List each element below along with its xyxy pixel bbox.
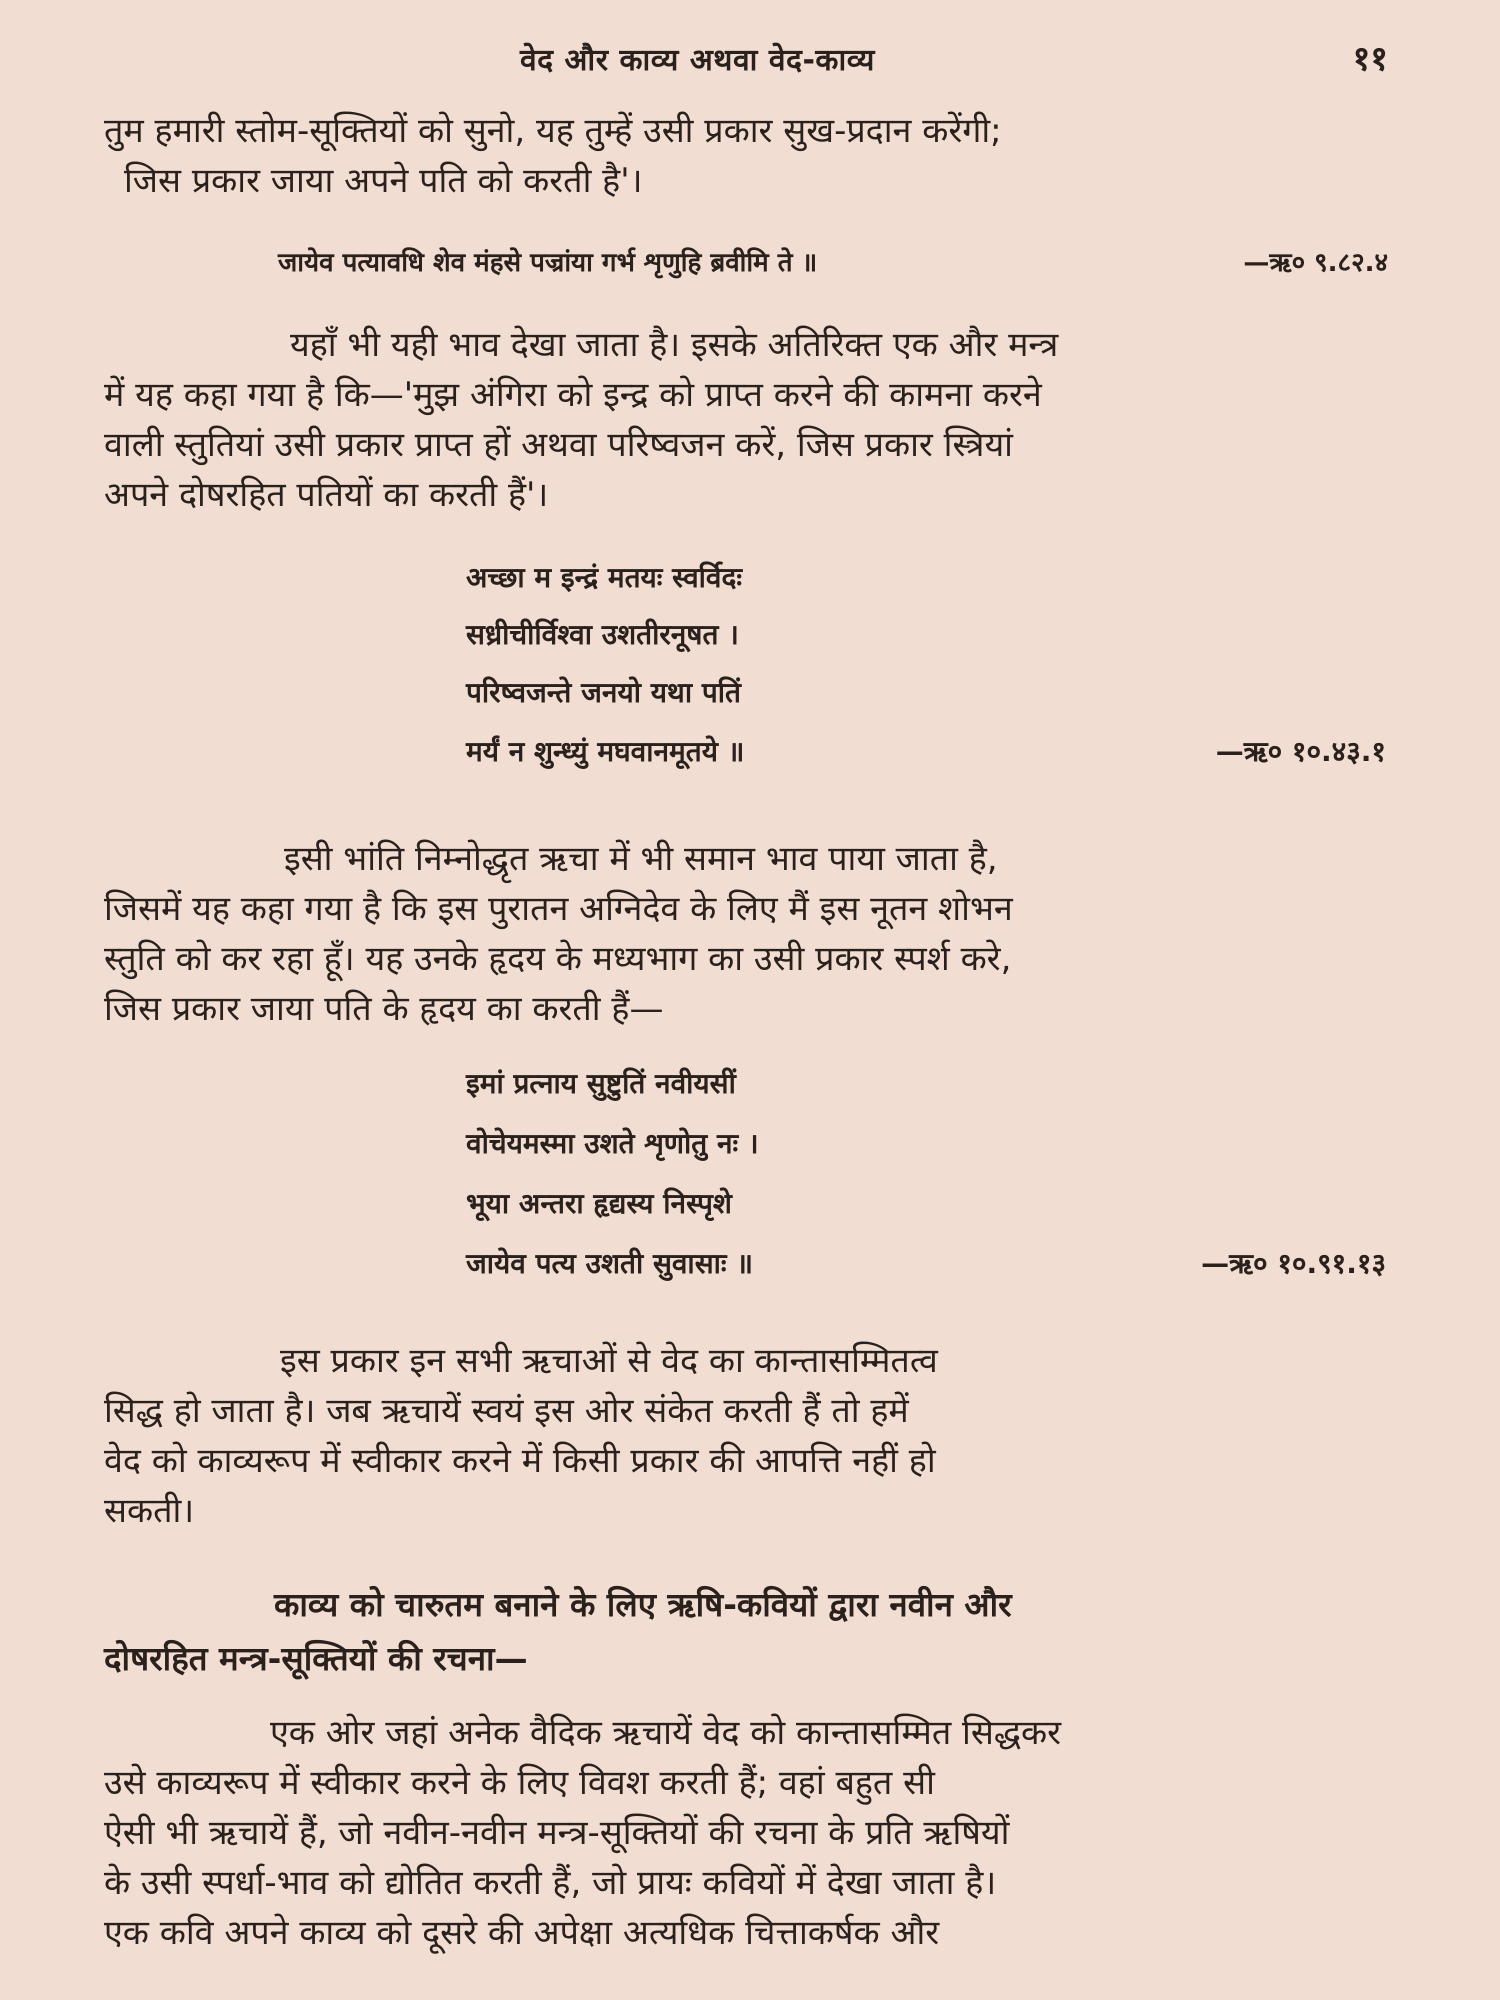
verse-reference: —ऋ० ९.८२.४ bbox=[1243, 248, 1388, 278]
text-line: उसे काव्यरूप में स्वीकार करने के लिए विवश करती हैं; वहां बहुत सी bbox=[104, 1763, 935, 1803]
verse-line: परिष्वजन्ते जनयो यथा पतिं bbox=[466, 676, 741, 709]
heading-line: काव्य को चारुतम बनाने के लिए ऋषि-कवियों द्वारा नवीन और bbox=[274, 1585, 1012, 1624]
verse-line: मर्यं न शुन्ध्युं मघवानमूतये ॥ bbox=[466, 735, 745, 768]
section-heading bbox=[104, 1578, 1394, 1686]
paragraph-5 bbox=[104, 1708, 1394, 1958]
paragraph-4 bbox=[104, 1336, 1394, 1536]
page-number: ११ bbox=[1352, 39, 1388, 79]
text-line: सकती। bbox=[104, 1491, 195, 1531]
verse-1 bbox=[278, 243, 1388, 279]
paragraph-1 bbox=[104, 106, 1394, 206]
text-line: के उसी स्पर्धा-भाव को द्योतित करती हैं, जो प्रायः कवियों में देखा जाता है। bbox=[104, 1863, 997, 1903]
text-line: में यह कहा गया है कि—'मुझ अंगिरा को इन्द्र को प्राप्त करने की कामना करने bbox=[104, 375, 1042, 415]
text-line: इसी भांति निम्नोद्धृत ऋचा में भी समान भाव पाया जाता है, bbox=[284, 839, 998, 879]
paragraph-2 bbox=[104, 320, 1394, 520]
verse-reference: —ऋ० १०.९१.१३ bbox=[1201, 1247, 1386, 1280]
heading-line: दोषरहित मन्त्र-सूक्तियों की रचना— bbox=[104, 1639, 528, 1678]
text-line: एक ओर जहां अनेक वैदिक ऋचायें वेद को कान्तासम्मित सिद्धकर bbox=[270, 1713, 1062, 1753]
text-line: जिस प्रकार जाया पति के हृदय का करती हैं— bbox=[104, 989, 664, 1029]
text-line: यहाँ भी यही भाव देखा जाता है। इसके अतिरिक्त एक और मन्त्र bbox=[290, 325, 1059, 365]
verse-reference: —ऋ० १०.४३.१ bbox=[1215, 735, 1386, 768]
text-line: ऐसी भी ऋचायें हैं, जो नवीन-नवीन मन्त्र-सूक्तियों की रचना के प्रति ऋषियों bbox=[104, 1813, 1010, 1853]
verse-text: जायेव पत्यावधि शेव मंहसे पज्रांया गर्भ शृणुहि ब्रवीमि ते ॥ bbox=[278, 248, 818, 278]
text-line: स्तुति को कर रहा हूँ। यह उनके हृदय के मध्यभाग का उसी प्रकार स्पर्श करे, bbox=[104, 939, 1012, 979]
verse-2 bbox=[466, 558, 1386, 788]
text-line: एक कवि अपने काव्य को दूसरे की अपेक्षा अत्यधिक चित्ताकर्षक और bbox=[104, 1913, 940, 1953]
text-line: वाली स्तुतियां उसी प्रकार प्राप्त हों अथवा परिष्वजन करें, जिस प्रकार स्त्रियां bbox=[104, 425, 1013, 465]
paragraph-3 bbox=[104, 834, 1394, 1034]
text-line: तुम हमारी स्तोम-सूक्तियों को सुनो, यह तुम्हें उसी प्रकार सुख-प्रदान करेंगी; bbox=[104, 111, 1002, 151]
text-line: सिद्ध हो जाता है। जब ऋचायें स्वयं इस ओर संकेत करती हैं तो हमें bbox=[104, 1391, 909, 1431]
verse-line: भूया अन्तरा हृद्यस्य निस्पृशे bbox=[466, 1187, 732, 1220]
text-line: जिसमें यह कहा गया है कि इस पुरातन अग्निदेव के लिए मैं इस नूतन शोभन bbox=[104, 889, 1013, 929]
text-line: अपने दोषरहित पतियों का करती हैं'। bbox=[104, 475, 549, 515]
text-line: इस प्रकार इन सभी ऋचाओं से वेद का कान्तासम्मितत्व bbox=[280, 1341, 938, 1381]
verse-line: इमां प्रत्नाय सुष्टुतिं नवीयसीं bbox=[466, 1067, 736, 1100]
text-line: जिस प्रकार जाया अपने पति को करती है'। bbox=[124, 161, 643, 201]
page-header bbox=[0, 34, 1500, 84]
text-line: वेद को काव्यरूप में स्वीकार करने में किसी प्रकार की आपत्ति नहीं हो bbox=[104, 1441, 936, 1481]
running-title: वेद और काव्य अथवा वेद-काव्य bbox=[520, 43, 875, 78]
verse-line: सध्रीचीर्विश्वा उशतीरनूषत । bbox=[466, 618, 739, 651]
verse-line: जायेव पत्य उशती सुवासाः ॥ bbox=[466, 1247, 754, 1280]
verse-line: अच्छा म इन्द्रं मतयः स्वर्विदः bbox=[466, 561, 742, 594]
verse-3 bbox=[466, 1064, 1386, 1294]
verse-line: वोचेयमस्मा उशते शृणोतु नः । bbox=[466, 1127, 759, 1160]
